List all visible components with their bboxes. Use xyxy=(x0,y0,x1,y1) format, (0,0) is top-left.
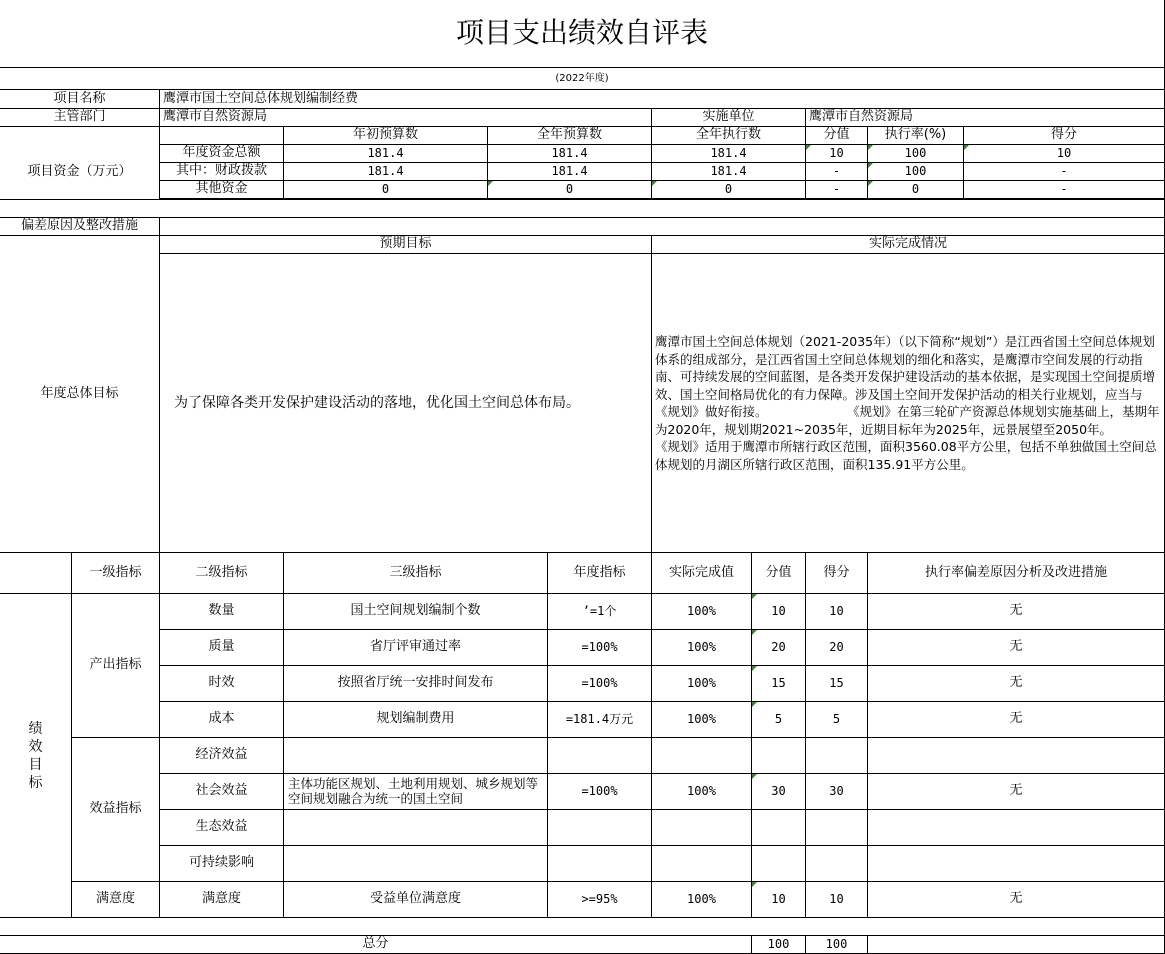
perf-row-note xyxy=(867,737,1165,774)
funds-cell: 181.4 xyxy=(651,144,806,163)
funds-cell: 0 xyxy=(487,180,652,199)
funds-header-5: 得分 xyxy=(963,126,1165,145)
perf-row-score_value xyxy=(751,737,806,774)
perf-row-target: >=95% xyxy=(547,881,652,918)
funds-label: 项目资金（万元） xyxy=(0,126,160,218)
perf-row-score_value: 5 xyxy=(751,701,806,738)
funds-cell: - xyxy=(805,162,868,181)
perf-row-l2: 可持续影响 xyxy=(159,845,284,882)
perf-row-l2: 满意度 xyxy=(159,881,284,918)
perf-row-actual: 100% xyxy=(651,881,752,918)
perf-row-l2: 经济效益 xyxy=(159,737,284,774)
perf-row-actual: 100% xyxy=(651,701,752,738)
total-label: 总分 xyxy=(0,935,752,954)
perf-row-actual: 100% xyxy=(651,665,752,702)
perf-row-l2: 社会效益 xyxy=(159,773,284,810)
page-title: 项目支出绩效自评表 xyxy=(0,0,1165,68)
perf-label-char: 目 xyxy=(28,756,43,773)
perf-header-0: 一级指标 xyxy=(71,552,160,594)
funds-header-3: 分值 xyxy=(805,126,868,145)
funds-header-1: 全年预算数 xyxy=(487,126,652,145)
funds-row-name: 年度资金总额 xyxy=(159,144,284,163)
perf-header-7: 执行率偏差原因分析及改进措施 xyxy=(867,552,1165,594)
perf-header-4: 实际完成值 xyxy=(651,552,752,594)
funds-cell: 0 xyxy=(867,180,964,199)
perf-row-l2: 数量 xyxy=(159,593,284,630)
dept-label: 主管部门 xyxy=(0,108,160,127)
perf-row-l3 xyxy=(283,809,548,846)
funds-cell: 181.4 xyxy=(651,162,806,181)
perf-row-target: =100% xyxy=(547,665,652,702)
perf-row-actual xyxy=(651,809,752,846)
blank-band xyxy=(0,199,1165,218)
perf-header-1: 二级指标 xyxy=(159,552,284,594)
perf-label-char: 效 xyxy=(28,738,43,755)
perf-row-note: 无 xyxy=(867,629,1165,666)
output-label: 产出指标 xyxy=(71,593,160,738)
perf-row-target: =100% xyxy=(547,773,652,810)
funds-header-4: 执行率(%) xyxy=(867,126,964,145)
perf-row-l3: 按照省厅统一安排时间发布 xyxy=(283,665,548,702)
total-blank xyxy=(867,935,1165,954)
perf-row-score: 15 xyxy=(805,665,868,702)
perf-row-score xyxy=(805,737,868,774)
perf-label xyxy=(0,593,72,918)
perf-header-blank xyxy=(0,552,72,594)
funds-cell: 0 xyxy=(651,180,806,199)
perf-row-score_value: 30 xyxy=(751,773,806,810)
perf-row-note xyxy=(867,809,1165,846)
perf-row-l3: 主体功能区规划、土地利用规划、城乡规划等空间规划融合为统一的国土空间 xyxy=(283,773,548,810)
perf-label-char: 标 xyxy=(28,774,43,791)
goal-expected-header: 预期目标 xyxy=(159,235,652,254)
funds-cell: 10 xyxy=(963,144,1165,163)
perf-row-target: =100% xyxy=(547,629,652,666)
funds-header-2: 全年执行数 xyxy=(651,126,806,145)
perf-row-l3 xyxy=(283,737,548,774)
project-name-label: 项目名称 xyxy=(0,89,160,109)
perf-row-note: 无 xyxy=(867,773,1165,810)
perf-header-6: 得分 xyxy=(805,552,868,594)
perf-header-2: 三级指标 xyxy=(283,552,548,594)
perf-row-score_value: 20 xyxy=(751,629,806,666)
perf-row-actual: 100% xyxy=(651,629,752,666)
perf-label-char: 绩 xyxy=(28,720,43,737)
benefit-label: 效益指标 xyxy=(71,737,160,882)
funds-cell: 181.4 xyxy=(487,144,652,163)
perf-row-l3: 规划编制费用 xyxy=(283,701,548,738)
deviation-label: 偏差原因及整改措施 xyxy=(0,217,160,236)
funds-header-0: 年初预算数 xyxy=(283,126,488,145)
perf-row-score: 20 xyxy=(805,629,868,666)
funds-cell: 10 xyxy=(805,144,868,163)
perf-row-l3: 受益单位满意度 xyxy=(283,881,548,918)
perf-row-l2: 质量 xyxy=(159,629,284,666)
funds-cell: 181.4 xyxy=(283,144,488,163)
perf-row-note: 无 xyxy=(867,593,1165,630)
perf-row-score_value xyxy=(751,845,806,882)
perf-row-l3: 国土空间规划编制个数 xyxy=(283,593,548,630)
impl-value: 鹰潭市自然资源局 xyxy=(805,108,1165,127)
perf-row-note xyxy=(867,845,1165,882)
perf-row-score_value: 10 xyxy=(751,881,806,918)
perf-row-score: 10 xyxy=(805,881,868,918)
perf-row-l3: 省厅评审通过率 xyxy=(283,629,548,666)
perf-row-actual xyxy=(651,845,752,882)
deviation-value xyxy=(159,217,1165,236)
perf-row-target xyxy=(547,737,652,774)
funds-cell: 181.4 xyxy=(283,162,488,181)
perf-row-score_value: 15 xyxy=(751,665,806,702)
perf-row-score: 30 xyxy=(805,773,868,810)
funds-cell: - xyxy=(963,162,1165,181)
goal-actual-text: 鹰潭市国土空间总体规划（2021-2035年）（以下简称“规划”）是江西省国土空间总体规划体系的组成部分，是江西省国土空间总体规划的细化和落实，是鹰潭市空间发展的行动指南、可持续发展的空间蓝图，是各类开发保护建设活动的基本依据，是实现国土空间提质增效、国土空间格局优化的有力保障。涉及国土空间开发保护活动的相关行业规划，应当与《规划》做好衔接。 《规划》在第三轮矿产资源总体规划实施基础上，基期年为2020年，规划期2021~2035年，近期目标年为2025年，远景展望至2050年。 《规划》适用于鹰潭市所辖行政区范围，面积3560.08平方公里，包括不单独做国土空间总体规划的月湖区所辖行政区范围，面积135.91平方公里。 xyxy=(651,253,1165,553)
impl-label: 实施单位 xyxy=(651,108,806,127)
perf-row-note: 无 xyxy=(867,665,1165,702)
funds-row-name: 其中：财政拨款 xyxy=(159,162,284,181)
funds-cell: - xyxy=(805,180,868,199)
perf-row-score_value: 10 xyxy=(751,593,806,630)
satisfaction-label: 满意度 xyxy=(71,881,160,918)
year-label: (2022年度) xyxy=(0,67,1165,90)
perf-header-5: 分值 xyxy=(751,552,806,594)
perf-row-score: 10 xyxy=(805,593,868,630)
perf-row-l3 xyxy=(283,845,548,882)
blank-band-bottom xyxy=(0,917,1165,936)
perf-row-target: ’=1个 xyxy=(547,593,652,630)
perf-row-actual: 100% xyxy=(651,593,752,630)
perf-row-score: 5 xyxy=(805,701,868,738)
funds-row-name: 其他资金 xyxy=(159,180,284,199)
goal-label: 年度总体目标 xyxy=(0,235,160,553)
funds-cell: 100 xyxy=(867,162,964,181)
perf-row-target xyxy=(547,809,652,846)
perf-row-note: 无 xyxy=(867,881,1165,918)
funds-cell: 181.4 xyxy=(487,162,652,181)
perf-row-score xyxy=(805,809,868,846)
funds-cell: - xyxy=(963,180,1165,199)
funds-cell: 100 xyxy=(867,144,964,163)
perf-row-actual: 100% xyxy=(651,773,752,810)
perf-row-actual xyxy=(651,737,752,774)
total-score: 100 xyxy=(805,935,868,954)
dept-value: 鹰潭市自然资源局 xyxy=(159,108,652,127)
perf-row-l2: 成本 xyxy=(159,701,284,738)
goal-expected-text: 为了保障各类开发保护建设活动的落地，优化国土空间总体布局。 xyxy=(159,253,652,553)
project-name-value: 鹰潭市国土空间总体规划编制经费 xyxy=(159,89,1165,109)
funds-header-blank xyxy=(159,126,284,145)
perf-header-3: 年度指标 xyxy=(547,552,652,594)
perf-row-target xyxy=(547,845,652,882)
goal-actual-header: 实际完成情况 xyxy=(651,235,1165,254)
perf-row-note: 无 xyxy=(867,701,1165,738)
perf-row-l2: 生态效益 xyxy=(159,809,284,846)
perf-row-score_value xyxy=(751,809,806,846)
funds-cell: 0 xyxy=(283,180,488,199)
perf-row-target: =181.4万元 xyxy=(547,701,652,738)
perf-row-l2: 时效 xyxy=(159,665,284,702)
perf-row-score xyxy=(805,845,868,882)
total-score-value: 100 xyxy=(751,935,806,954)
